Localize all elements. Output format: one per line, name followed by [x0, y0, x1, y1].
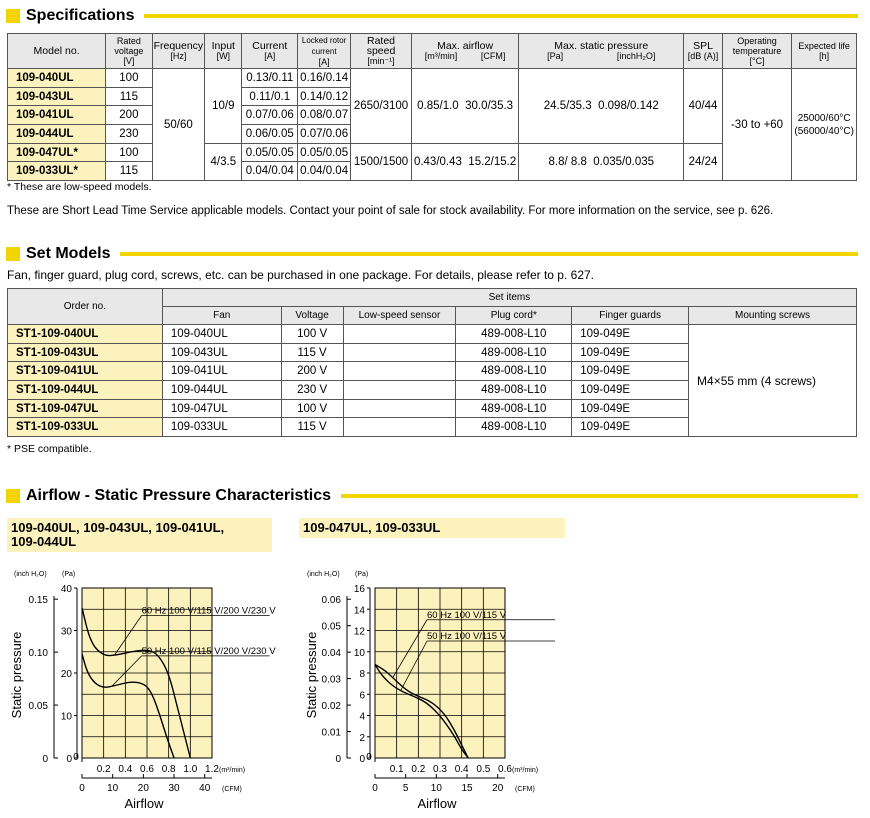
y2-unit-label: (inch H₂O) — [307, 571, 340, 578]
voltage-cell: 100 V — [281, 325, 343, 344]
airflow-cell: 0.43/0.43 15.2/15.2 — [411, 143, 518, 180]
pressure-cell: 8.8/ 8.8 0.035/0.035 — [519, 143, 684, 180]
x2-tick-label: 0 — [79, 783, 85, 794]
header-screws: Mounting screws — [689, 307, 857, 325]
order-cell: ST1-109-043UL — [8, 343, 163, 362]
airflow-cell: 0.85/1.0 30.0/35.3 — [411, 69, 518, 144]
header-set-items: Set items — [162, 289, 856, 307]
order-cell: ST1-109-033UL — [8, 418, 163, 437]
x2-tick-label: 0 — [372, 783, 378, 794]
fan-cell: 109-043UL — [162, 343, 281, 362]
guard-cell: 109-049E — [572, 399, 689, 418]
voltage-cell: 100 — [106, 69, 152, 88]
x2-tick-label: 40 — [199, 783, 211, 794]
y-axis-title: Static pressure — [304, 631, 319, 719]
y-tick-label: 20 — [60, 669, 72, 680]
fan-cell: 109-047UL — [162, 399, 281, 418]
x2-tick-label: 15 — [461, 783, 473, 794]
x-tick-label: 0.2 — [411, 764, 426, 775]
input-cell: 10/9 — [205, 69, 242, 144]
y-tick-label: 14 — [353, 605, 365, 617]
header-op-temp: Operating temperature [°C] — [722, 34, 792, 69]
header-spl: SPL [dB (A)] — [684, 34, 722, 69]
voltage-cell: 200 V — [281, 362, 343, 381]
plug-cell: 489-008-L10 — [456, 418, 572, 437]
x-tick-label: 0.3 — [433, 764, 447, 775]
plug-cell: 489-008-L10 — [456, 362, 572, 381]
model-cell: 109-041UL — [8, 106, 106, 125]
locked-current-cell: 0.04/0.04 — [298, 162, 351, 181]
section-rule — [144, 14, 858, 18]
locked-current-cell: 0.16/0.14 — [298, 69, 351, 88]
spl-cell: 24/24 — [684, 143, 722, 180]
order-cell: ST1-109-044UL — [8, 381, 163, 400]
header-max-airflow: Max. airflow [m³/min] [CFM] — [411, 34, 518, 69]
y2-tick-label: 0.05 — [321, 621, 341, 633]
model-cell: 109-033UL* — [8, 162, 106, 181]
section-marker — [6, 489, 20, 503]
sensor-cell — [343, 325, 456, 344]
sensor-cell — [343, 362, 456, 381]
y2-tick-label: 0.15 — [28, 595, 48, 607]
x2-tick-label: 30 — [168, 783, 180, 794]
order-cell: ST1-109-040UL — [8, 325, 163, 344]
locked-current-cell: 0.07/0.06 — [298, 125, 351, 144]
header-rated-speed: Rated speed [min⁻¹] — [351, 34, 412, 69]
header-frequency: Frequency [Hz] — [152, 34, 205, 69]
y2-tick-label: 0.10 — [28, 648, 48, 660]
x2-unit-label: (CFM) — [515, 786, 535, 793]
section-title: Set Models — [26, 245, 111, 262]
y2-tick-label: 0.03 — [321, 674, 341, 686]
x-tick-label: 0 — [73, 752, 79, 763]
plug-cell: 489-008-L10 — [456, 343, 572, 362]
y-tick-label: 12 — [353, 626, 365, 638]
section-marker — [6, 247, 20, 261]
section-rule — [120, 252, 858, 256]
op-temp-cell: -30 to +60 — [722, 69, 792, 181]
locked-current-cell: 0.08/0.07 — [298, 106, 351, 125]
y2-tick-label: 0.01 — [321, 727, 341, 739]
plug-cell: 489-008-L10 — [456, 399, 572, 418]
voltage-cell: 115 V — [281, 418, 343, 437]
y2-tick-label: 0.05 — [28, 701, 48, 713]
x-tick-label: 0 — [366, 752, 372, 763]
header-sensor: Low-speed sensor — [343, 307, 456, 325]
header-model: Model no. — [8, 34, 106, 69]
header-life: Expected life [h] — [792, 34, 857, 69]
y-tick-label: 40 — [60, 584, 72, 595]
y-tick-label: 30 — [60, 626, 72, 638]
header-rated-voltage: Rated voltage [V] — [106, 34, 152, 69]
table-row — [8, 69, 857, 88]
header-locked-current: Locked rotor current [A] — [298, 34, 351, 69]
specifications-heading — [6, 7, 858, 25]
sensor-cell — [343, 418, 456, 437]
locked-current-cell: 0.05/0.05 — [298, 143, 351, 162]
specifications-table — [7, 33, 857, 181]
current-cell: 0.11/0.1 — [242, 87, 298, 106]
model-cell: 109-047UL* — [8, 143, 106, 162]
x-unit-label: (m³/min) — [219, 767, 246, 774]
voltage-cell: 230 — [106, 125, 152, 144]
fan-cell: 109-040UL — [162, 325, 281, 344]
y2-tick-label: 0.02 — [321, 701, 341, 713]
guard-cell: 109-049E — [572, 418, 689, 437]
x-tick-label: 0.2 — [96, 764, 111, 775]
order-cell: ST1-109-041UL — [8, 362, 163, 381]
x-tick-label: 1.0 — [183, 764, 198, 775]
guard-cell: 109-049E — [572, 343, 689, 362]
y2-tick-label: 0 — [335, 754, 341, 765]
x2-tick-label: 20 — [137, 783, 149, 794]
speed-cell: 2650/3100 — [351, 69, 412, 144]
airflow-chart-2 — [295, 566, 585, 816]
voltage-cell: 115 — [106, 87, 152, 106]
spl-cell: 40/44 — [684, 69, 722, 144]
order-cell: ST1-109-047UL — [8, 399, 163, 418]
y-tick-label: 2 — [359, 732, 365, 744]
x-axis-title: Airflow — [124, 796, 164, 811]
section-rule — [341, 494, 858, 498]
header-input: Input [W] — [205, 34, 242, 69]
frequency-cell: 50/60 — [152, 69, 205, 181]
pressure-cell: 24.5/35.3 0.098/0.142 — [519, 69, 684, 144]
series-label: 50 Hz 100 V/115 V — [427, 631, 507, 642]
header-current: Current [A] — [242, 34, 298, 69]
header-guard: Finger guards — [572, 307, 689, 325]
x-tick-label: 0.4 — [454, 764, 469, 775]
pse-footnote: * PSE compatible. — [7, 443, 92, 455]
set-models-table — [7, 288, 857, 437]
x-unit-label: (m³/min) — [512, 767, 539, 774]
y-tick-label: 10 — [60, 711, 72, 723]
voltage-cell: 200 — [106, 106, 152, 125]
x2-tick-label: 20 — [492, 783, 504, 794]
y2-tick-label: 0.06 — [321, 595, 341, 607]
voltage-cell: 230 V — [281, 381, 343, 400]
fan-cell: 109-033UL — [162, 418, 281, 437]
y2-unit-label: (inch H₂O) — [14, 571, 47, 578]
x-tick-label: 0.4 — [118, 764, 133, 775]
current-cell: 0.07/0.06 — [242, 106, 298, 125]
voltage-cell: 100 — [106, 143, 152, 162]
x2-unit-label: (CFM) — [222, 786, 242, 793]
y-tick-label: 16 — [353, 584, 365, 595]
y-tick-label: 8 — [359, 669, 365, 680]
y-tick-label: 4 — [359, 711, 365, 723]
y-tick-label: 10 — [353, 647, 365, 659]
y-unit-label: (Pa) — [355, 571, 369, 578]
locked-current-cell: 0.14/0.12 — [298, 87, 351, 106]
header-fan: Fan — [162, 307, 281, 325]
x-tick-label: 0.6 — [140, 764, 154, 775]
y-tick-label: 0 — [66, 754, 72, 765]
life-cell: 25000/60°C (56000/40°C) — [792, 69, 857, 181]
x-tick-label: 0.1 — [389, 764, 404, 775]
table-row — [8, 325, 857, 344]
chart2-label: 109-047UL, 109-033UL — [299, 518, 565, 538]
chart1-label: 109-040UL, 109-043UL, 109-041UL, 109-044UL — [7, 518, 272, 552]
model-cell: 109-043UL — [8, 87, 106, 106]
x-tick-label: 0.8 — [161, 764, 176, 775]
current-cell: 0.06/0.05 — [242, 125, 298, 144]
y-axis-title: Static pressure — [9, 631, 24, 719]
section-title: Specifications — [26, 7, 135, 24]
airflow-heading — [6, 487, 858, 505]
section-marker — [6, 9, 20, 23]
y-tick-label: 0 — [359, 754, 365, 765]
voltage-cell: 100 V — [281, 399, 343, 418]
guard-cell: 109-049E — [572, 381, 689, 400]
y2-tick-label: 0.04 — [321, 648, 341, 660]
x2-tick-label: 10 — [430, 783, 442, 794]
low-speed-footnote: * These are low-speed models. — [7, 181, 152, 193]
x-tick-label: 1.2 — [205, 764, 219, 775]
input-cell: 4/3.5 — [205, 143, 242, 180]
plug-cell: 489-008-L10 — [456, 381, 572, 400]
guard-cell: 109-049E — [572, 325, 689, 344]
service-note: These are Short Lead Time Service applicable models. Contact your point of sale for stock availability. For more information on the service, see p. 626. — [7, 205, 774, 217]
current-cell: 0.05/0.05 — [242, 143, 298, 162]
series-label: 60 Hz 100 V/115 V — [427, 609, 507, 621]
set-models-intro: Fan, finger guard, plug cord, screws, etc. can be purchased in one package. For details, please refer to p. 627. — [7, 268, 595, 282]
series-label: 60 Hz 100 V/115 V/200 V/230 V — [141, 605, 276, 617]
sensor-cell — [343, 399, 456, 418]
x-tick-label: 0.6 — [498, 764, 512, 775]
guard-cell: 109-049E — [572, 362, 689, 381]
speed-cell: 1500/1500 — [351, 143, 412, 180]
sensor-cell — [343, 343, 456, 362]
screws-cell: M4×55 mm (4 screws) — [689, 325, 857, 437]
header-voltage: Voltage — [281, 307, 343, 325]
airflow-chart-1 — [0, 566, 290, 816]
model-cell: 109-044UL — [8, 125, 106, 144]
set-models-heading — [6, 245, 858, 263]
fan-cell: 109-044UL — [162, 381, 281, 400]
current-cell: 0.13/0.11 — [242, 69, 298, 88]
x-tick-label: 0.5 — [476, 764, 491, 775]
y-unit-label: (Pa) — [62, 571, 76, 578]
fan-cell: 109-041UL — [162, 362, 281, 381]
x-axis-title: Airflow — [417, 796, 457, 811]
plug-cell: 489-008-L10 — [456, 325, 572, 344]
x2-tick-label: 10 — [107, 783, 119, 794]
model-cell: 109-040UL — [8, 69, 106, 88]
voltage-cell: 115 — [106, 162, 152, 181]
y-tick-label: 6 — [359, 690, 365, 702]
header-max-pressure: Max. static pressure [Pa] [inchH₂O] — [519, 34, 684, 69]
x2-tick-label: 5 — [402, 783, 409, 794]
series-label: 50 Hz 100 V/115 V/200 V/230 V — [141, 645, 276, 657]
voltage-cell: 115 V — [281, 343, 343, 362]
current-cell: 0.04/0.04 — [242, 162, 298, 181]
header-plug: Plug cord* — [456, 307, 572, 325]
y2-tick-label: 0 — [42, 754, 48, 765]
header-order: Order no. — [8, 289, 163, 325]
sensor-cell — [343, 381, 456, 400]
section-title: Airflow - Static Pressure Characteristics — [26, 487, 332, 504]
